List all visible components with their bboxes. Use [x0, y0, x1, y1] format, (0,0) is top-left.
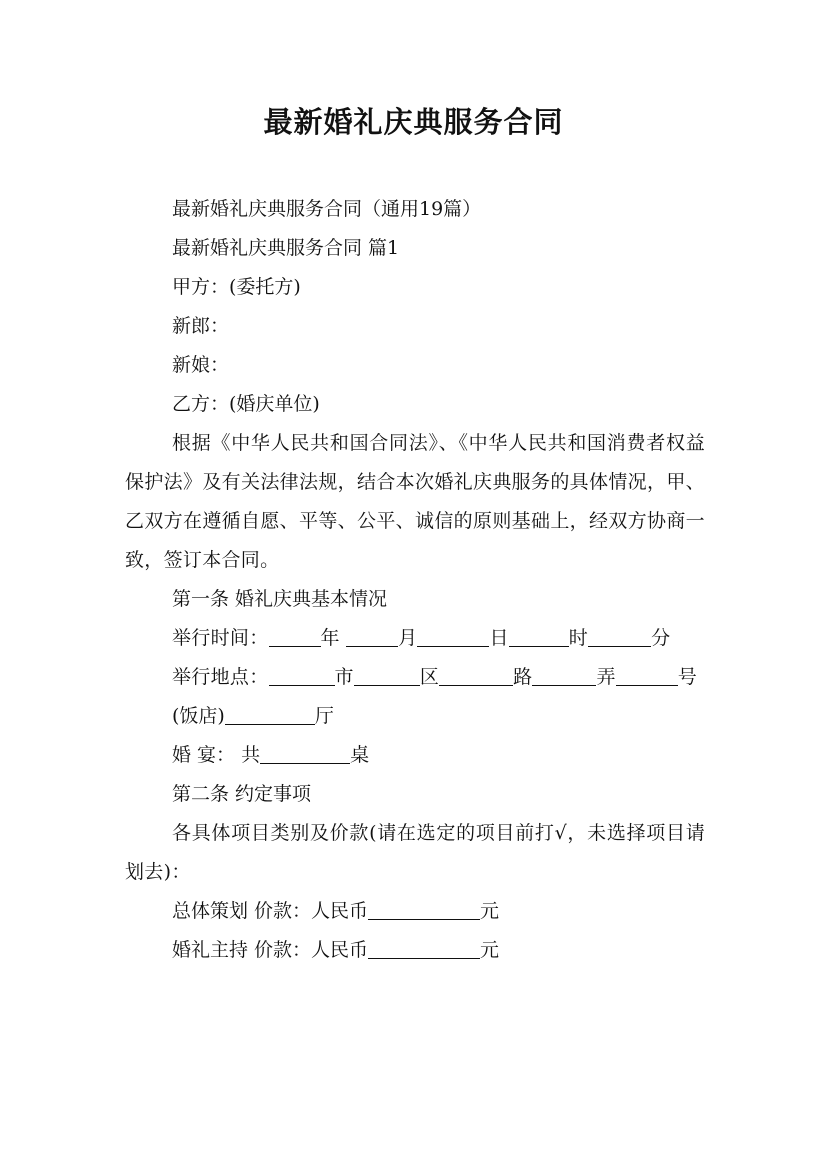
ceremony-time-line [125, 619, 705, 658]
number-blank [616, 665, 678, 686]
time-label: 举行时间： [172, 627, 269, 649]
district-unit: 区 [419, 666, 440, 688]
day-blank [417, 626, 489, 647]
groom-line: 新郎： [172, 315, 230, 337]
preamble-paragraph: 根据《中华人民共和国合同法》、《中华人民共和国消费者权益保护法》及有关法律法规，结合本次婚礼庆典服务的具体情况，甲、乙双方在遵循自愿、平等、公平、诚信的原则基础上，经双方协商一致，签订本合同。 [125, 432, 705, 571]
items-intro-paragraph: 各具体项目类别及价款(请在选定的项目前打√，未选择项目请划去)： [125, 822, 705, 883]
hour-blank [509, 626, 569, 647]
item-host-line [125, 931, 705, 970]
document-title: 最新婚礼庆典服务合同 [263, 105, 564, 139]
minute-unit: 分 [651, 627, 671, 649]
host-price-blank [368, 938, 480, 959]
hotel-label: (饭店) [172, 705, 225, 727]
item-planning-line [125, 892, 705, 931]
month-blank [346, 626, 398, 647]
road-blank [439, 665, 513, 686]
hour-unit: 时 [568, 627, 589, 649]
item-planning-label: 总体策划 价款：人民币 [172, 900, 369, 922]
banquet-tables-blank [260, 743, 350, 764]
hotel-line [125, 697, 705, 736]
hotel-hall-blank [225, 704, 315, 725]
number-unit: 号 [677, 666, 698, 688]
hotel-unit: 厅 [314, 705, 334, 727]
planning-price-blank [368, 899, 480, 920]
clause-2-heading: 第二条 约定事项 [172, 783, 312, 805]
lane-blank [532, 665, 596, 686]
bride-line: 新娘： [172, 354, 230, 376]
banquet-line [125, 736, 705, 775]
item-host-label: 婚礼主持 价款：人民币 [172, 939, 369, 961]
lane-unit: 弄 [596, 666, 616, 688]
month-unit: 月 [398, 627, 418, 649]
year-blank [269, 626, 321, 647]
party-b-line: 乙方：(婚庆单位) [172, 393, 320, 415]
road-unit: 路 [513, 666, 533, 688]
ceremony-place-line [125, 658, 705, 697]
planning-currency-unit: 元 [480, 900, 500, 922]
place-label: 举行地点： [172, 666, 269, 688]
city-blank [269, 665, 335, 686]
article-heading: 最新婚礼庆典服务合同 篇1 [172, 237, 400, 259]
banquet-label: 婚 宴： 共 [172, 744, 261, 766]
city-unit: 市 [334, 666, 354, 688]
day-unit: 日 [489, 627, 509, 649]
clause-1-heading: 第一条 婚礼庆典基本情况 [172, 588, 388, 610]
banquet-unit: 桌 [350, 744, 370, 766]
host-currency-unit: 元 [480, 939, 500, 961]
party-a-line: 甲方：(委托方) [172, 276, 301, 298]
district-blank [354, 665, 420, 686]
document-subtitle: 最新婚礼庆典服务合同（通用19篇） [172, 198, 482, 220]
minute-blank [588, 626, 651, 647]
year-unit: 年 [320, 627, 340, 649]
document-body [125, 190, 705, 970]
